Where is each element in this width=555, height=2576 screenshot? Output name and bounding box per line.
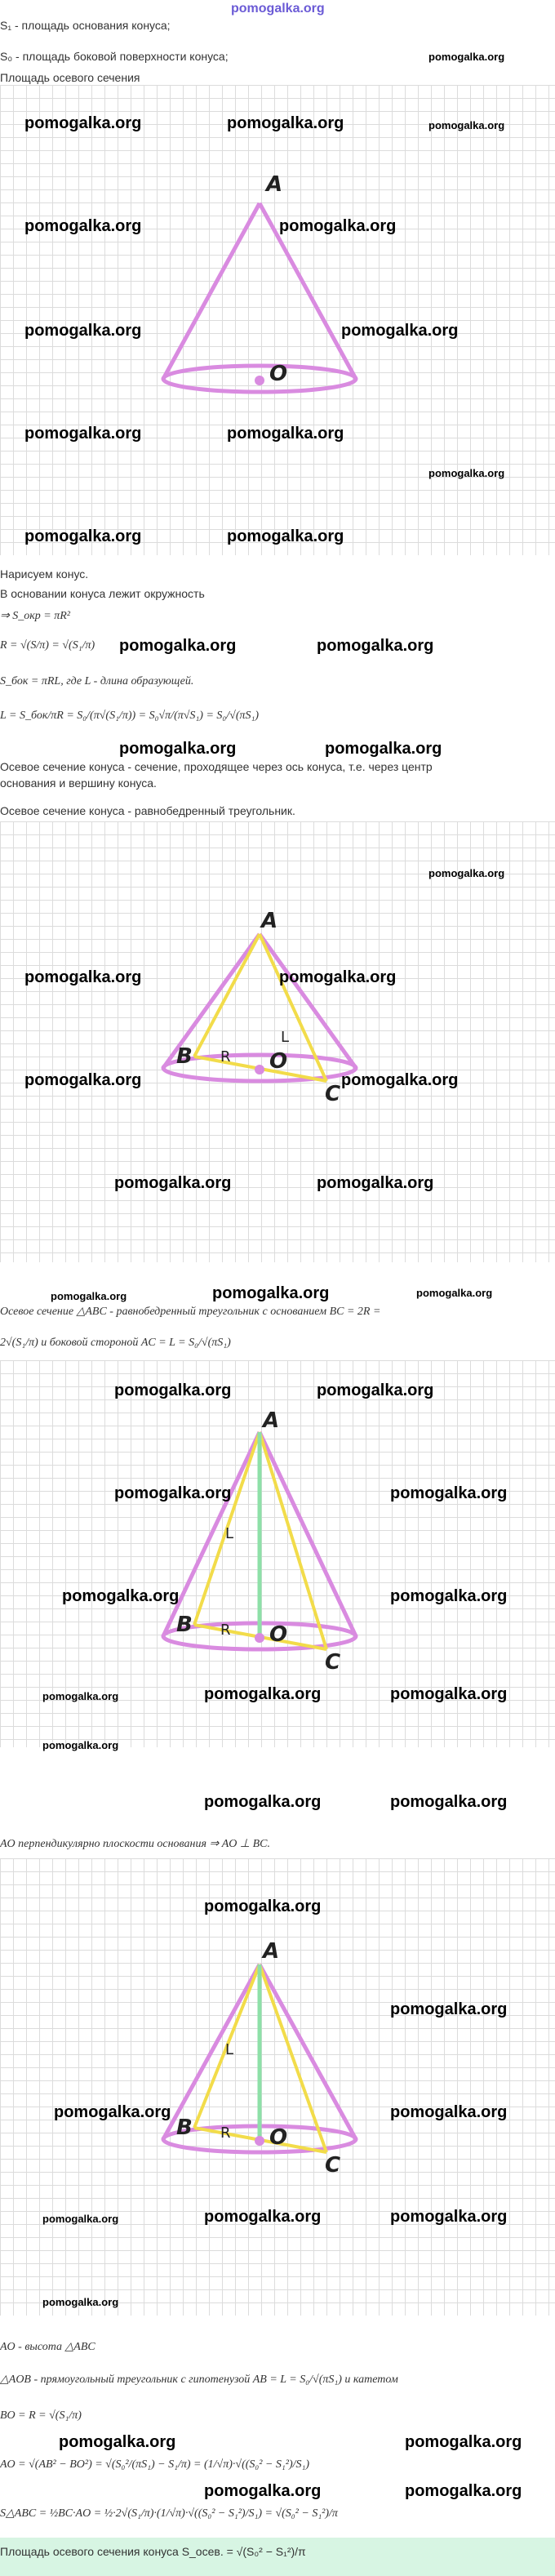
watermark: pomogalka.org [317, 637, 434, 655]
aob-right-triangle-text: △AOB - прямоугольный треугольник с гипотенузой AB = L = S₀/√(πS₁) и катетом [0, 2374, 398, 2386]
label-r: R [220, 1622, 231, 1639]
draw-cone-text: Нарисуем конус. [0, 567, 89, 581]
watermark: pomogalka.org [114, 1381, 232, 1399]
watermark: pomogalka.org [227, 527, 344, 545]
generatrix-formula: L = S_бок/πR = S₀/(π√(S₁/π)) = S₀√π/(π√S₁) = S₀/√(πS₁) [0, 710, 260, 722]
watermark: pomogalka.org [204, 2482, 322, 2500]
watermark: pomogalka.org [341, 1071, 459, 1089]
label-c: C [325, 2153, 341, 2178]
area-formula: S△ABC = ½BC·AO = ½·2√(S₁/π)·(1/√π)·√((S₀² − S₁²)/S₁) = √(S₀² − S₁²)/π [0, 2507, 338, 2520]
watermark: pomogalka.org [51, 1290, 127, 1302]
section-title: Площадь осевого сечения [0, 71, 140, 84]
label-a: A [263, 1408, 280, 1433]
watermark: pomogalka.org [428, 867, 505, 879]
watermark: pomogalka.org [416, 1287, 493, 1299]
height-repeat-drawing [0, 1858, 555, 2316]
watermark: pomogalka.org [24, 527, 142, 545]
label-b: B [176, 1044, 193, 1069]
watermark: pomogalka.org [42, 2213, 119, 2225]
watermark: pomogalka.org [428, 51, 505, 63]
watermark: pomogalka.org [24, 1071, 142, 1089]
site-logo[interactable]: pomogalka.org [231, 2, 325, 16]
watermark: pomogalka.org [325, 740, 442, 758]
axial-triangle-text: Осевое сечение конуса - равнобедренный треугольник. [0, 804, 295, 817]
watermark: pomogalka.org [428, 119, 505, 131]
watermark: pomogalka.org [390, 1793, 508, 1811]
label-l: L [225, 2041, 234, 2058]
watermark: pomogalka.org [204, 2208, 322, 2226]
label-a: A [263, 1939, 280, 1964]
watermark: pomogalka.org [390, 2000, 508, 2018]
label-r: R [220, 2124, 231, 2142]
label-a: A [261, 909, 278, 933]
label-b: B [176, 2116, 193, 2140]
base-circle-text: В основании конуса лежит окружность [0, 587, 205, 600]
ao-perpendicular-text: AO перпендикулярно плоскости основания ⇒ AO ⊥ BC. [0, 1838, 270, 1850]
circle-area-formula: ⇒ S_окр = πR² [0, 610, 70, 622]
lateral-area-formula: S_бок = πRL, где L - длина образующей. [0, 675, 194, 687]
label-a: A [266, 172, 283, 197]
label-o: O [269, 362, 288, 386]
triangle-abc-description-cont: 2√(S₁/π) и боковой стороной AC = L = S₀/√(πS₁) [0, 1337, 231, 1349]
watermark: pomogalka.org [227, 425, 344, 443]
label-l: L [225, 1525, 234, 1542]
watermark: pomogalka.org [42, 2296, 119, 2308]
watermark: pomogalka.org [24, 425, 142, 443]
s0-definition: S₀ - площадь боковой поверхности конуса; [0, 50, 229, 63]
watermark: pomogalka.org [390, 1484, 508, 1502]
axial-section-definition-cont: основания и вершину конуса. [0, 776, 157, 790]
watermark: pomogalka.org [204, 1898, 322, 1915]
watermark: pomogalka.org [114, 1174, 232, 1192]
watermark: pomogalka.org [62, 1587, 180, 1605]
label-b: B [176, 1613, 193, 1637]
watermark: pomogalka.org [405, 2433, 522, 2451]
watermark: pomogalka.org [279, 968, 397, 986]
watermark: pomogalka.org [204, 1793, 322, 1811]
watermark: pomogalka.org [279, 217, 397, 235]
watermark: pomogalka.org [119, 637, 237, 655]
watermark: pomogalka.org [24, 114, 142, 132]
watermark: pomogalka.org [119, 740, 237, 758]
watermark: pomogalka.org [204, 1685, 322, 1703]
watermark: pomogalka.org [42, 1739, 119, 1751]
label-o: O [269, 2125, 288, 2150]
label-l: L [281, 1029, 290, 1046]
watermark: pomogalka.org [54, 2103, 171, 2121]
watermark: pomogalka.org [390, 1685, 508, 1703]
label-o: O [269, 1049, 288, 1074]
watermark: pomogalka.org [317, 1174, 434, 1192]
label-r: R [220, 1048, 231, 1066]
figure-height [0, 1360, 555, 1747]
triangle-abc-description: Осевое сечение △ABC - равнобедренный треугольник с основанием BC = 2R = [0, 1306, 381, 1318]
watermark: pomogalka.org [59, 2433, 176, 2451]
watermark: pomogalka.org [24, 322, 142, 340]
figure-height-repeat [0, 1858, 555, 2316]
watermark: pomogalka.org [390, 2208, 508, 2226]
watermark: pomogalka.org [428, 467, 505, 479]
ao-height-text: AO - высота △ABC [0, 2341, 95, 2353]
figure-cone [0, 85, 555, 555]
label-c: C [325, 1082, 341, 1106]
figure-axial-section [0, 821, 555, 1262]
label-c: C [325, 1650, 341, 1675]
watermark: pomogalka.org [42, 1690, 119, 1702]
answer-text: Площадь осевого сечения конуса S_осев. = √(S₀² − S₁²)/π [0, 2545, 306, 2558]
axial-section-drawing [0, 821, 555, 1262]
cone-drawing [0, 85, 555, 555]
radius-formula: R = √(S/π) = √(S₁/π) [0, 639, 95, 652]
watermark: pomogalka.org [114, 1484, 232, 1502]
s1-definition: S₁ - площадь основания конуса; [0, 19, 171, 32]
watermark: pomogalka.org [405, 2482, 522, 2500]
ao-formula: AO = √(AB² − BO²) = √(S₀²/(πS₁) − S₁/π) = (1/√π)·√((S₀² − S₁²)/S₁) [0, 2458, 310, 2471]
watermark: pomogalka.org [24, 968, 142, 986]
axial-section-definition: Осевое сечение конуса - сечение, проходящее через ось конуса, т.е. через центр [0, 760, 433, 773]
watermark: pomogalka.org [390, 1587, 508, 1605]
watermark: pomogalka.org [212, 1284, 330, 1302]
watermark: pomogalka.org [390, 2103, 508, 2121]
watermark: pomogalka.org [317, 1381, 434, 1399]
watermark: pomogalka.org [227, 114, 344, 132]
bo-formula: BO = R = √(S₁/π) [0, 2409, 82, 2422]
watermark: pomogalka.org [24, 217, 142, 235]
label-o: O [269, 1622, 288, 1647]
watermark: pomogalka.org [341, 322, 459, 340]
